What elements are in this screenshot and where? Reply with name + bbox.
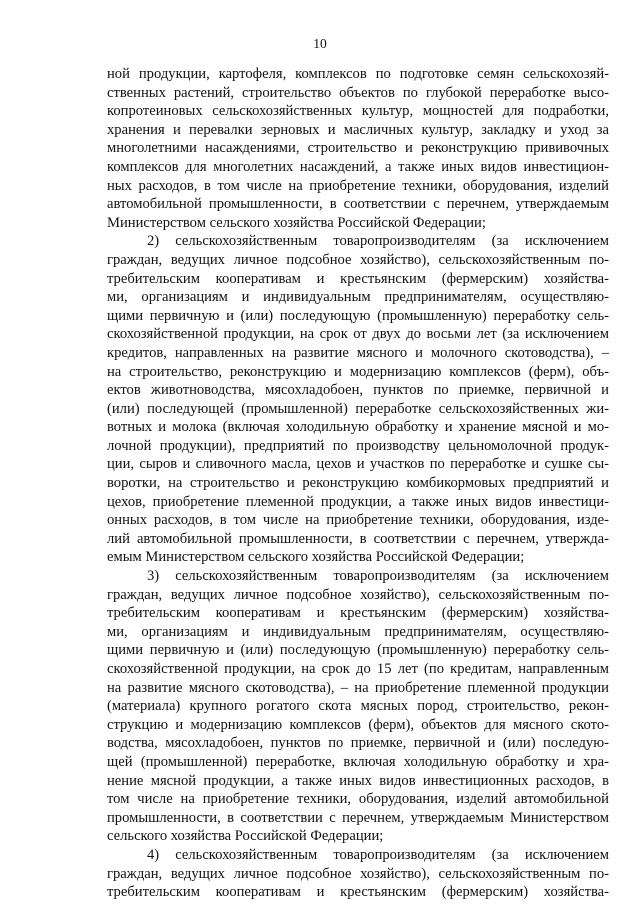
text-line: емым Министерством сельского хозяйства Российской Федерации; [107,549,525,566]
text-line: щими первичную и (или) последующую (промышленную) переработку сель- [107,307,609,324]
text-line: (или) последующей (промышленной) переработке сельскохозяйственных жи- [107,400,609,417]
text-line: ми, организациям и индивидуальным предпринимателям, осуществляю- [107,623,609,640]
text-line: многолетними насаждениями, строительство и реконструкцию прививочных [107,140,609,157]
page-number: 10 [313,36,327,51]
text-line: лочной продукции), предприятий по производству цельномолочной продук- [107,437,609,454]
text-line: ми, организациям и индивидуальным предпринимателям, осуществляю- [107,289,609,306]
text-line: комплексов для многолетних насаждений, а также иных видов инвестицион- [107,158,609,175]
text-line: на развитие мясного скотоводства), – на приобретение племенной продукции [107,679,609,696]
text-line: (материала) крупного рогатого скота мясных пород, строительство, рекон- [107,698,609,715]
text-line: нение мясной продукции, а также иных видов инвестиционных расходов, в [107,772,609,789]
text-line: вотных и молока (включая холодильную обработку и хранение мясной и мо- [107,419,609,436]
body-text [107,65,609,902]
text-line: 3) сельскохозяйственным товаропроизводителям (за исключением [147,568,609,585]
text-line: водства, мясохладобоен, пунктов по приемке, первичной и (или) последую- [107,735,609,752]
text-line: том числе на приобретение техники, оборудования, изделий автомобильной [107,791,609,808]
text-line: требительским кооперативам и крестьянским (фермерским) хозяйства- [107,884,609,901]
text-line: требительским кооперативам и крестьянским (фермерским) хозяйства- [107,270,609,287]
text-line: граждан, ведущих личное подсобное хозяйство), сельскохозяйственным по- [107,865,609,882]
text-line: ных расходов, в том числе на приобретение техники, оборудования, изделий [107,177,609,194]
text-line: граждан, ведущих личное подсобное хозяйство), сельскохозяйственным по- [107,251,609,268]
text-line: копротеиновых сельскохозяйственных культур, мощностей для подработки, [107,103,609,120]
text-line: автомобильной промышленности, в соответствии с перечнем, утверждаемым [107,196,609,213]
text-line: ции, сыров и сливочного масла, цехов и участков по переработке и сушке сы- [107,456,609,473]
text-line: щей (промышленной) переработке, включая холодильную обработку и хра- [107,753,609,770]
text-line: струкцию и модернизацию комплексов (ферм), объектов для мясного ското- [107,716,609,733]
text-line: щими первичную и (или) последующую (промышленную) переработку сель- [107,642,609,659]
text-line: 4) сельскохозяйственным товаропроизводителям (за исключением [147,846,609,863]
text-line: онных расходов, в том числе на приобретение техники, оборудования, изде- [107,512,609,529]
text-line: кредитов, направленных на развитие мясного и молочного скотоводства), – [107,344,609,361]
text-line: ектов животноводства, мясохладобоен, пунктов по приемке, первичной и [107,382,609,399]
text-line: цехов, приобретение племенной продукции, а также иных видов инвестици- [107,493,609,510]
text-line: граждан, ведущих личное подсобное хозяйство), сельскохозяйственным по- [107,586,609,603]
text-line: ственных растений, строительство объектов по глубокой переработке высо- [107,84,609,101]
text-line: лий автомобильной промышленности, в соответствии с перечнем, утвержда- [107,530,609,547]
text-line: требительским кооперативам и крестьянским (фермерским) хозяйства- [107,605,609,622]
text-line: скохозяйственной продукции, на срок до 15 лет (по кредитам, направленным [107,661,609,677]
text-line: хранения и перевалки зерновых и масличных культур, закладку и уход за [107,121,609,138]
text-line: скохозяйственной продукции, на срок от двух до восьми лет (за исключением [107,326,609,343]
text-line: ной продукции, картофеля, комплексов по подготовке семян сельскохозяй- [107,66,609,82]
text-line: воротки, на строительство и реконструкцию комбикормовых предприятий и [107,475,609,492]
text-line: 2) сельскохозяйственным товаропроизводителям (за исключением [147,233,609,250]
text-line: сельского хозяйства Российской Федерации; [107,828,384,845]
text-line: промышленности, в соответствии с перечнем, утверждаемым Министерством [107,809,609,826]
text-line: Министерством сельского хозяйства Российской Федерации; [107,214,486,231]
text-line: на строительство, реконструкцию и модернизацию комплексов (ферм), объ- [107,363,609,380]
